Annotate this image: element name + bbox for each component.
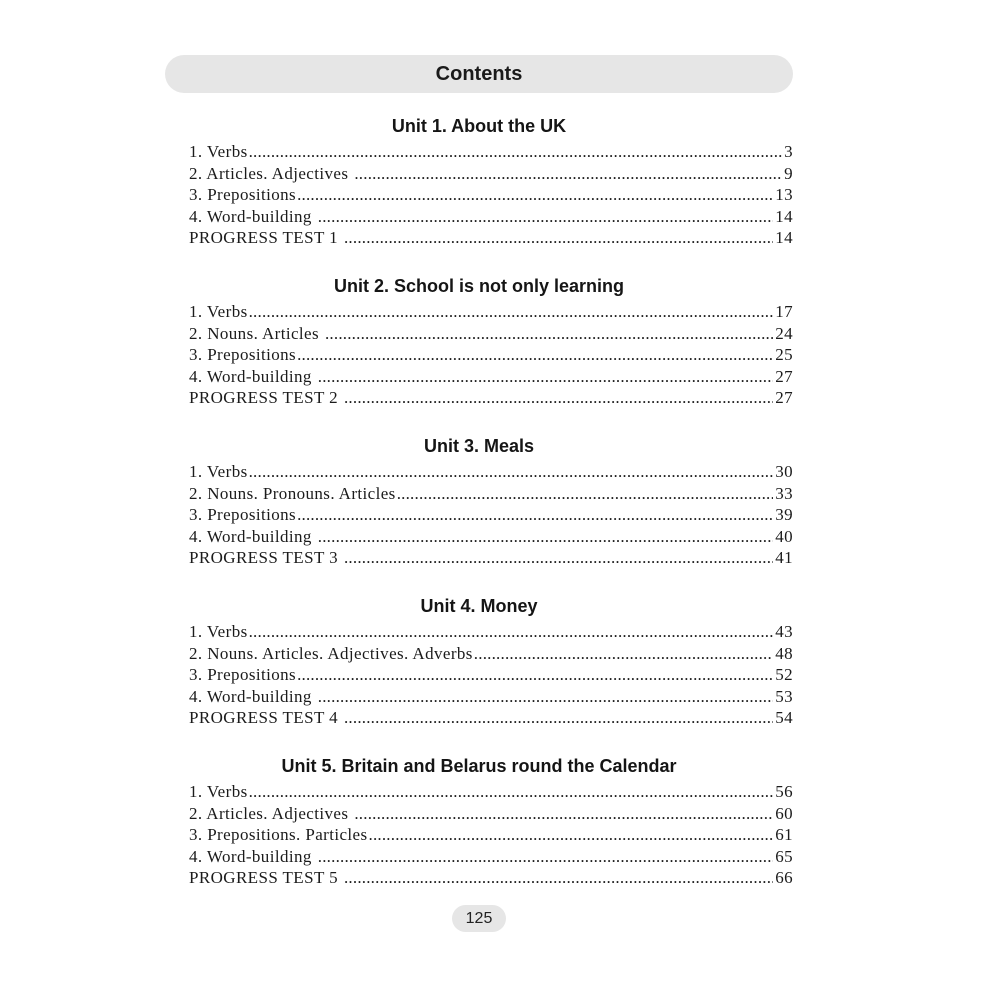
entry-title: 2. Articles. Adjectives — [189, 163, 349, 183]
dot-leader — [474, 643, 773, 665]
toc-entry — [189, 483, 793, 505]
toc-entry — [189, 867, 793, 889]
entry-page-number: 66 — [775, 868, 793, 888]
unit-section — [165, 752, 793, 889]
entry-page-number: 17 — [775, 302, 793, 321]
toc-entry — [189, 504, 793, 526]
dot-leader — [369, 824, 774, 846]
dot-leader — [249, 461, 774, 483]
dot-leader — [297, 184, 773, 206]
toc-entry — [189, 643, 793, 665]
entry-title: 2. Nouns. Articles. Adjectives. Adverbs — [189, 643, 473, 663]
entry-title: 1. Verbs — [189, 302, 248, 321]
dot-leader — [344, 547, 773, 569]
entry-page-number: 54 — [775, 708, 793, 728]
entry-page-number: 48 — [775, 643, 793, 663]
entry-page-number: 9 — [784, 163, 793, 183]
entry-page-number: 43 — [775, 622, 793, 641]
entry-title: 3. Prepositions. Particles — [189, 825, 368, 845]
entry-page-number: 53 — [775, 686, 793, 706]
entry-page-number: 40 — [775, 526, 793, 546]
entry-title: 1. Verbs — [189, 782, 248, 801]
dot-leader — [354, 803, 773, 825]
dot-leader — [344, 867, 773, 889]
entry-title: PROGRESS TEST 4 — [189, 708, 338, 728]
dot-leader — [249, 621, 774, 643]
toc-entry — [189, 323, 793, 345]
entry-page-number: 41 — [775, 548, 793, 568]
toc-entry — [189, 301, 793, 323]
page-title: Contents — [435, 62, 523, 85]
dot-leader — [318, 686, 773, 708]
entry-page-number: 33 — [775, 483, 793, 503]
entry-title: 4. Word-building — [189, 846, 312, 866]
entry-page-number: 3 — [784, 142, 793, 161]
toc-entry — [189, 547, 793, 569]
unit-section — [165, 432, 793, 569]
toc-entry — [189, 707, 793, 729]
entry-page-number: 27 — [775, 366, 793, 386]
toc-entry — [189, 461, 793, 483]
toc-entry — [189, 344, 793, 366]
unit-heading: Unit 3. Meals — [423, 436, 535, 456]
unit-heading: Unit 5. Britain and Belarus round the Calendar — [281, 756, 677, 776]
entry-title: 3. Prepositions — [189, 665, 297, 685]
toc-entry — [189, 184, 793, 206]
dot-leader — [325, 323, 773, 345]
dot-leader — [249, 301, 774, 323]
entry-title: 2. Nouns. Articles — [189, 323, 319, 343]
dot-leader — [397, 483, 773, 505]
entry-title: 4. Word-building — [189, 366, 312, 386]
entry-page-number: 39 — [775, 505, 793, 525]
dot-leader — [318, 526, 773, 548]
dot-leader — [297, 664, 773, 686]
entry-title: 1. Verbs — [189, 142, 248, 161]
dot-leader — [297, 504, 773, 526]
unit-section — [165, 272, 793, 409]
entry-title: 3. Prepositions — [189, 185, 297, 205]
entry-title: 3. Prepositions — [189, 345, 297, 365]
entry-title: 4. Word-building — [189, 686, 312, 706]
dot-leader — [344, 227, 773, 249]
entry-page-number: 60 — [775, 803, 793, 823]
dot-leader — [318, 366, 773, 388]
entry-title: 1. Verbs — [189, 462, 248, 481]
dot-leader — [318, 206, 773, 228]
dot-leader — [344, 387, 773, 409]
unit-section — [165, 112, 793, 249]
entry-page-number: 24 — [775, 323, 793, 343]
dot-leader — [297, 344, 773, 366]
toc-entry — [189, 621, 793, 643]
toc-entry — [189, 686, 793, 708]
entry-page-number: 13 — [775, 185, 793, 205]
entry-page-number: 14 — [775, 228, 793, 248]
contents-header — [165, 55, 793, 93]
toc-entry — [189, 206, 793, 228]
entry-title: 3. Prepositions — [189, 505, 297, 525]
dot-leader — [249, 781, 774, 803]
entry-page-number: 56 — [775, 782, 793, 801]
toc-entry — [189, 664, 793, 686]
dot-leader — [249, 141, 782, 163]
entry-title: 2. Nouns. Pronouns. Articles — [189, 483, 396, 503]
entry-title: PROGRESS TEST 2 — [189, 388, 338, 408]
dot-leader — [354, 163, 782, 185]
entry-title: 4. Word-building — [189, 206, 312, 226]
toc-entry — [189, 803, 793, 825]
toc-entry — [189, 387, 793, 409]
toc-entry — [189, 163, 793, 185]
page-number: 125 — [452, 905, 506, 932]
entry-title: PROGRESS TEST 5 — [189, 868, 338, 888]
toc-entry — [189, 526, 793, 548]
entry-page-number: 30 — [775, 462, 793, 481]
toc-entry — [189, 366, 793, 388]
entry-page-number: 65 — [775, 846, 793, 866]
entry-title: PROGRESS TEST 1 — [189, 228, 338, 248]
dot-leader — [344, 707, 773, 729]
toc-entry — [189, 824, 793, 846]
unit-heading: Unit 2. School is not only learning — [333, 276, 625, 296]
entry-page-number: 27 — [775, 388, 793, 408]
toc-entry — [189, 141, 793, 163]
entry-page-number: 52 — [775, 665, 793, 685]
unit-heading: Unit 4. Money — [420, 596, 538, 616]
dot-leader — [318, 846, 773, 868]
entry-title: 2. Articles. Adjectives — [189, 803, 349, 823]
unit-heading: Unit 1. About the UK — [391, 116, 567, 136]
toc-entry — [189, 781, 793, 803]
entry-page-number: 61 — [775, 825, 793, 845]
entry-title: 4. Word-building — [189, 526, 312, 546]
entry-title: PROGRESS TEST 3 — [189, 548, 338, 568]
entry-page-number: 25 — [775, 345, 793, 365]
toc-entry — [189, 846, 793, 868]
unit-section — [165, 592, 793, 729]
entry-title: 1. Verbs — [189, 622, 248, 641]
entry-page-number: 14 — [775, 206, 793, 226]
toc-entry — [189, 227, 793, 249]
